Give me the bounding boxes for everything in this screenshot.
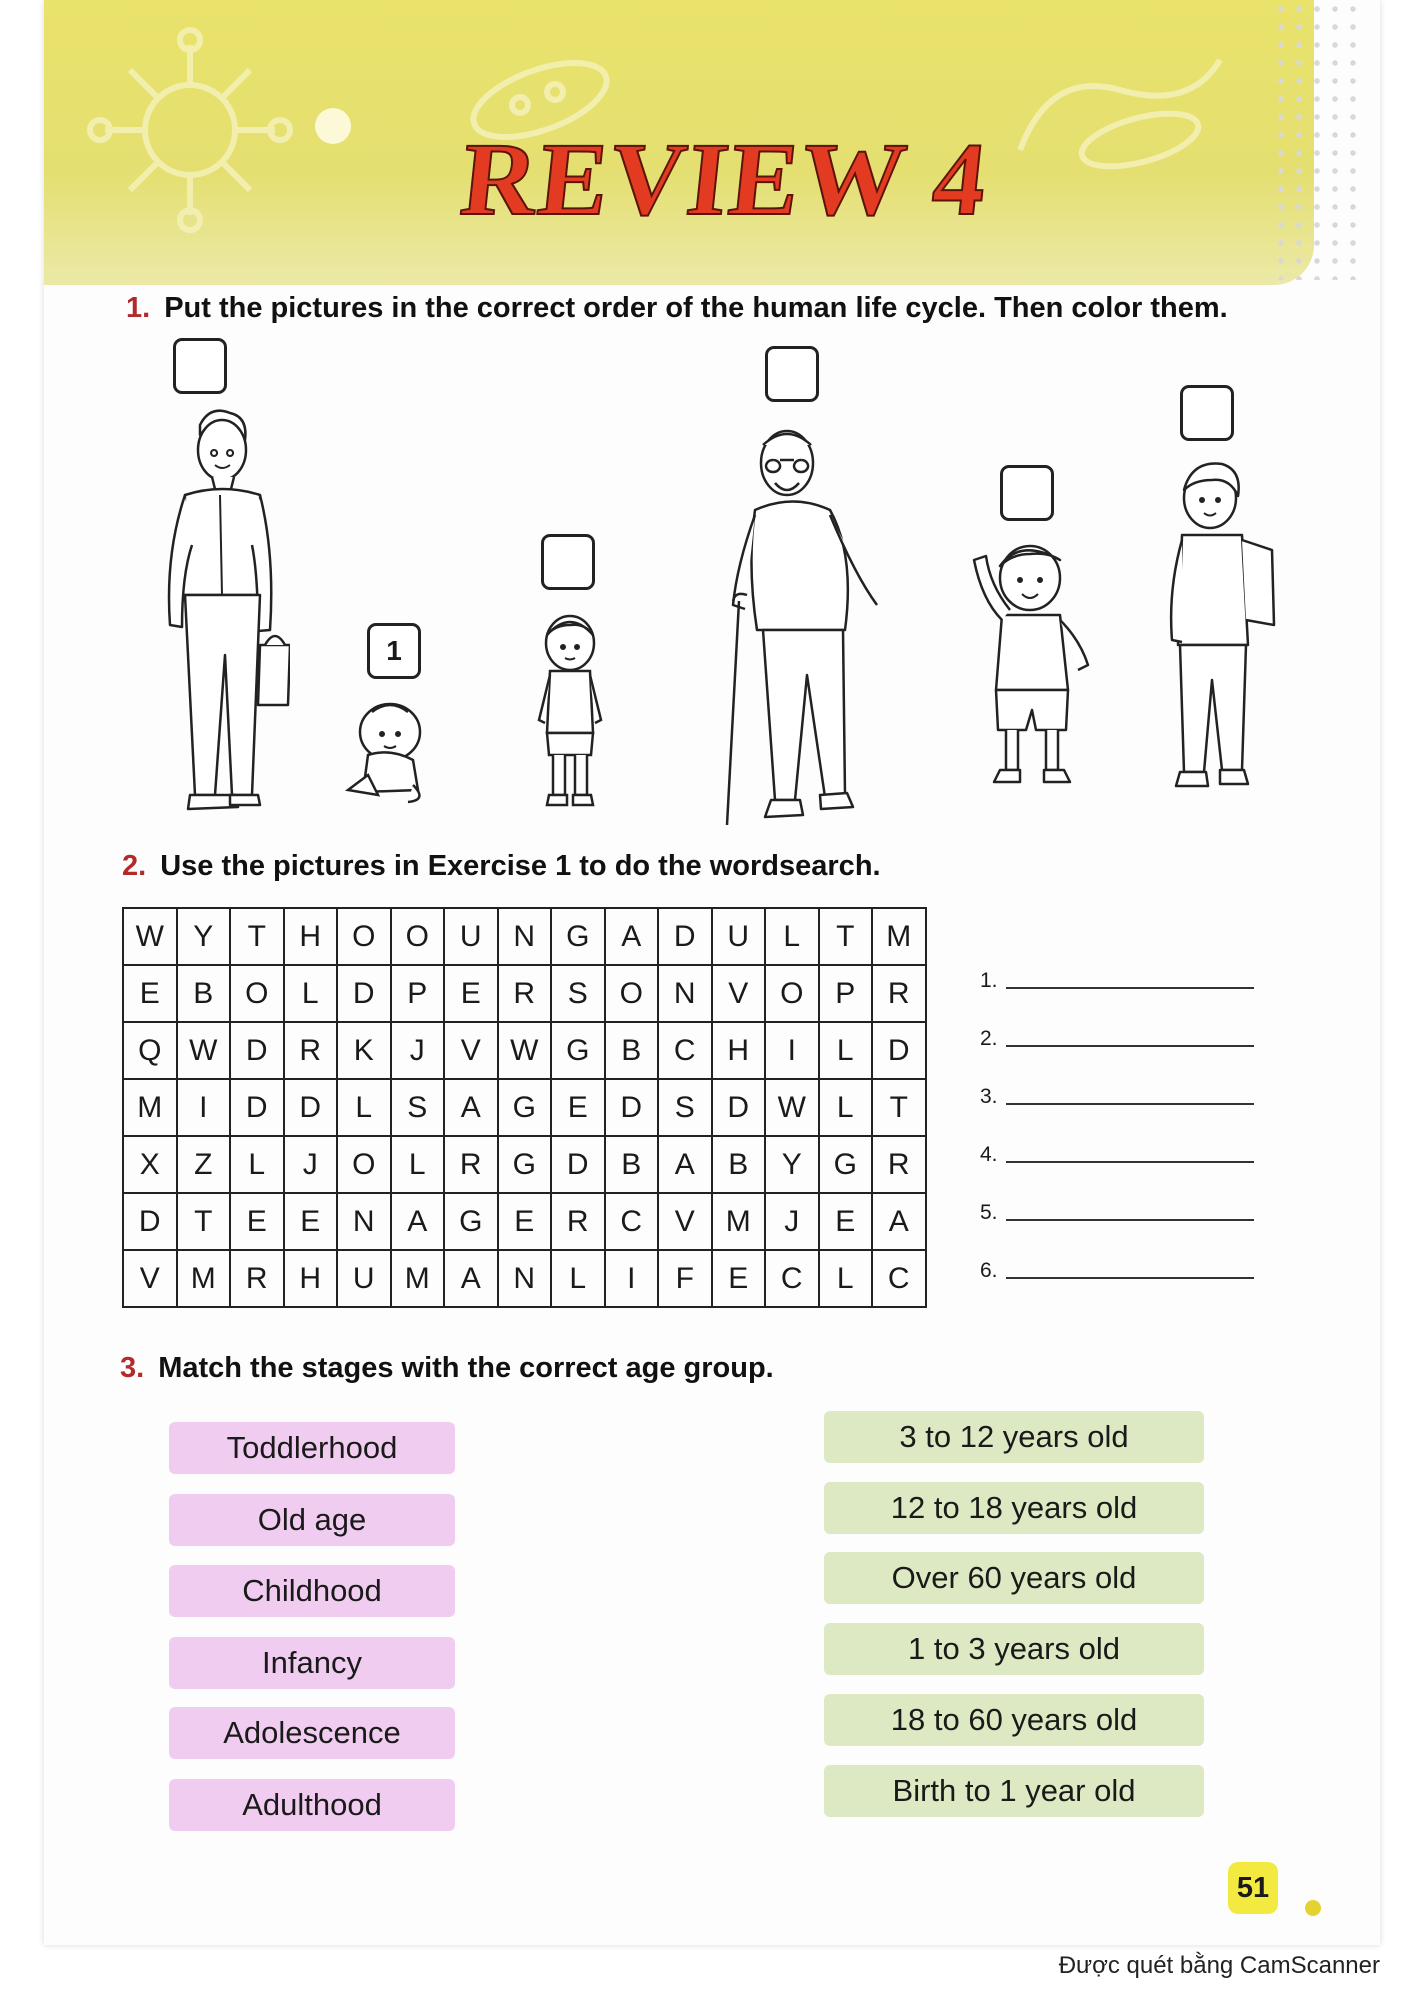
wordsearch-cell[interactable]: B [605,1136,659,1193]
stage-toddlerhood[interactable]: Toddlerhood [169,1422,455,1474]
wordsearch-answer-list [980,935,1254,1283]
answer-line-2[interactable]: 2. [980,993,1254,1051]
wordsearch-cell[interactable]: R [230,1250,284,1307]
wordsearch-row [123,1079,926,1136]
old-man-illustration [715,415,895,825]
wordsearch-cell[interactable]: E [712,1250,766,1307]
wordsearch-cell[interactable]: O [337,1136,391,1193]
wordsearch-cell[interactable]: B [605,1022,659,1079]
wordsearch-cell[interactable]: L [819,1079,873,1136]
wordsearch-cell[interactable]: L [551,1250,605,1307]
wordsearch-cell[interactable]: G [498,1136,552,1193]
wordsearch-cell[interactable]: X [123,1136,177,1193]
wordsearch-cell[interactable]: R [551,1193,605,1250]
adult-man-illustration [130,395,290,825]
wordsearch-cell[interactable]: D [230,1022,284,1079]
stage-adulthood[interactable]: Adulthood [169,1779,455,1831]
wordsearch-cell[interactable]: W [123,908,177,965]
answer-line-3[interactable]: 3. [980,1051,1254,1109]
toddler-illustration [525,605,615,815]
wordsearch-cell[interactable]: A [872,1193,926,1250]
wordsearch-cell[interactable]: E [123,965,177,1022]
wordsearch-cell[interactable]: I [765,1022,819,1079]
child-waving-illustration [960,530,1120,800]
wordsearch-cell[interactable]: D [712,1079,766,1136]
wordsearch-cell[interactable]: P [819,965,873,1022]
wordsearch-cell[interactable]: N [658,965,712,1022]
age-18-to-60[interactable]: 18 to 60 years old [824,1694,1204,1746]
wordsearch-cell[interactable]: N [498,1250,552,1307]
exercise-1-number: 1. [126,292,151,324]
wordsearch-cell[interactable]: R [872,1136,926,1193]
stage-childhood[interactable]: Childhood [169,1565,455,1617]
wordsearch-cell[interactable]: R [444,1136,498,1193]
wordsearch-cell[interactable]: E [819,1193,873,1250]
order-box-old-man[interactable] [765,346,819,402]
age-12-to-18[interactable]: 12 to 18 years old [824,1482,1204,1534]
stage-old-age[interactable]: Old age [169,1494,455,1546]
order-box-child[interactable] [1000,465,1054,521]
wordsearch-cell[interactable]: E [444,965,498,1022]
wordsearch-cell[interactable]: S [658,1079,712,1136]
wordsearch-cell[interactable]: C [658,1022,712,1079]
wordsearch-cell[interactable]: Q [123,1022,177,1079]
wordsearch-cell[interactable]: I [605,1250,659,1307]
wordsearch-cell[interactable]: U [712,908,766,965]
wordsearch-cell[interactable]: J [391,1022,445,1079]
wordsearch-row [123,908,926,965]
wordsearch-cell[interactable]: O [605,965,659,1022]
exercise-3-instruction: Match the stages with the correct age group. [158,1352,774,1384]
age-1-to-3[interactable]: 1 to 3 years old [824,1623,1204,1675]
wordsearch-cell[interactable]: G [498,1079,552,1136]
wordsearch-cell[interactable]: C [765,1250,819,1307]
wordsearch-cell[interactable]: W [177,1022,231,1079]
wordsearch-cell[interactable]: G [444,1193,498,1250]
order-box-teenager[interactable] [1180,385,1234,441]
wordsearch-cell[interactable]: V [658,1193,712,1250]
stage-adolescence[interactable]: Adolescence [169,1707,455,1759]
wordsearch-cell[interactable]: A [658,1136,712,1193]
answer-line-4[interactable]: 4. [980,1109,1254,1167]
wordsearch-cell[interactable]: T [819,908,873,965]
answer-line-6[interactable]: 6. [980,1225,1254,1283]
exercise-3-number: 3. [120,1352,145,1384]
wordsearch-cell[interactable]: A [444,1250,498,1307]
wordsearch-cell[interactable]: L [765,908,819,965]
wordsearch-cell[interactable]: Y [765,1136,819,1193]
wordsearch-cell[interactable]: O [765,965,819,1022]
wordsearch-cell[interactable]: C [872,1250,926,1307]
wordsearch-cell[interactable]: L [819,1022,873,1079]
wordsearch-cell[interactable]: D [123,1193,177,1250]
answer-line-1[interactable]: 1. [980,935,1254,993]
wordsearch-cell[interactable]: A [391,1193,445,1250]
exercise-3-heading [120,1352,774,1385]
wordsearch-cell[interactable]: D [605,1079,659,1136]
wordsearch-cell[interactable]: L [284,965,338,1022]
wordsearch-cell[interactable]: F [658,1250,712,1307]
exercise-2-heading [122,850,881,883]
answer-line-5[interactable]: 5. [980,1167,1254,1225]
wordsearch-cell[interactable]: H [712,1022,766,1079]
wordsearch-cell[interactable]: D [284,1079,338,1136]
wordsearch-cell[interactable]: U [337,1250,391,1307]
wordsearch-cell[interactable]: D [337,965,391,1022]
wordsearch-cell[interactable]: B [177,965,231,1022]
stage-infancy[interactable]: Infancy [169,1637,455,1689]
wordsearch-cell[interactable]: Y [177,908,231,965]
wordsearch-cell[interactable]: N [337,1193,391,1250]
bubble-decoration [315,108,351,144]
wordsearch-row [123,965,926,1022]
wordsearch-cell[interactable]: S [391,1079,445,1136]
age-over-60[interactable]: Over 60 years old [824,1552,1204,1604]
dot-pattern [1272,0,1362,280]
page-number: 51 [1228,1862,1278,1914]
teenager-illustration [1150,450,1280,800]
wordsearch-cell[interactable]: K [337,1022,391,1079]
order-box-adult[interactable] [173,338,227,394]
wordsearch-cell[interactable]: T [230,908,284,965]
order-box-toddler[interactable] [541,534,595,590]
wordsearch-grid [122,907,927,1308]
wordsearch-cell[interactable]: U [444,908,498,965]
wordsearch-cell[interactable]: L [391,1136,445,1193]
wordsearch-cell[interactable]: G [819,1136,873,1193]
wordsearch-cell[interactable]: J [284,1136,338,1193]
wordsearch-row [123,1250,926,1307]
wordsearch-cell[interactable]: V [712,965,766,1022]
wordsearch-cell[interactable]: R [498,965,552,1022]
wordsearch-cell[interactable]: B [712,1136,766,1193]
virus-decoration-icon [80,20,310,240]
germ-decoration-icon [990,30,1250,190]
wordsearch-row [123,1136,926,1193]
wordsearch-cell[interactable]: M [123,1079,177,1136]
wordsearch-cell[interactable]: I [177,1079,231,1136]
wordsearch-cell[interactable]: L [337,1079,391,1136]
wordsearch-cell[interactable]: T [872,1079,926,1136]
wordsearch-cell[interactable]: T [177,1193,231,1250]
wordsearch-cell[interactable]: M [712,1193,766,1250]
wordsearch-cell[interactable]: Z [177,1136,231,1193]
wordsearch-cell[interactable]: D [230,1079,284,1136]
wordsearch-cell[interactable]: H [284,908,338,965]
wordsearch-cell[interactable]: N [498,908,552,965]
wordsearch-cell[interactable]: R [284,1022,338,1079]
baby-illustration [338,690,438,810]
wordsearch-row [123,1193,926,1250]
page-dot-decoration [1305,1900,1321,1916]
wordsearch-cell[interactable]: E [551,1079,605,1136]
wordsearch-cell[interactable]: P [391,965,445,1022]
wordsearch-cell[interactable]: O [391,908,445,965]
wordsearch-row [123,1022,926,1079]
exercise-1-instruction: Put the pictures in the correct order of the human life cycle. Then color them. [164,292,1228,324]
wordsearch-cell[interactable]: D [658,908,712,965]
order-box-baby[interactable]: 1 [367,623,421,679]
wordsearch-cell[interactable]: D [551,1136,605,1193]
wordsearch-cell[interactable]: S [551,965,605,1022]
scanner-watermark: Được quét bằng CamScanner [1058,1952,1380,1979]
wordsearch-cell[interactable]: E [498,1193,552,1250]
wordsearch-cell[interactable]: W [765,1079,819,1136]
wordsearch-cell[interactable]: O [337,908,391,965]
wordsearch-cell[interactable]: V [123,1250,177,1307]
page-title: REVIEW 4 [455,122,994,237]
wordsearch-cell[interactable]: A [605,908,659,965]
wordsearch-cell[interactable]: A [444,1079,498,1136]
wordsearch-cell[interactable]: G [551,908,605,965]
wordsearch-cell[interactable]: M [391,1250,445,1307]
wordsearch-cell[interactable]: C [605,1193,659,1250]
wordsearch-cell[interactable]: M [872,908,926,965]
age-3-to-12[interactable]: 3 to 12 years old [824,1411,1204,1463]
exercise-1-heading [126,292,1228,325]
wordsearch-cell[interactable]: E [230,1193,284,1250]
wordsearch-cell[interactable]: J [765,1193,819,1250]
wordsearch-cell[interactable]: L [230,1136,284,1193]
exercise-2-instruction: Use the pictures in Exercise 1 to do the wordsearch. [160,850,881,882]
wordsearch-cell[interactable]: L [819,1250,873,1307]
wordsearch-cell[interactable]: M [177,1250,231,1307]
wordsearch-cell[interactable]: R [872,965,926,1022]
wordsearch-cell[interactable]: D [872,1022,926,1079]
wordsearch-cell[interactable]: O [230,965,284,1022]
wordsearch-cell[interactable]: H [284,1250,338,1307]
wordsearch-cell[interactable]: W [498,1022,552,1079]
wordsearch-cell[interactable]: E [284,1193,338,1250]
wordsearch-cell[interactable]: G [551,1022,605,1079]
exercise-2-number: 2. [122,850,147,882]
wordsearch-cell[interactable]: V [444,1022,498,1079]
age-birth-to-1[interactable]: Birth to 1 year old [824,1765,1204,1817]
